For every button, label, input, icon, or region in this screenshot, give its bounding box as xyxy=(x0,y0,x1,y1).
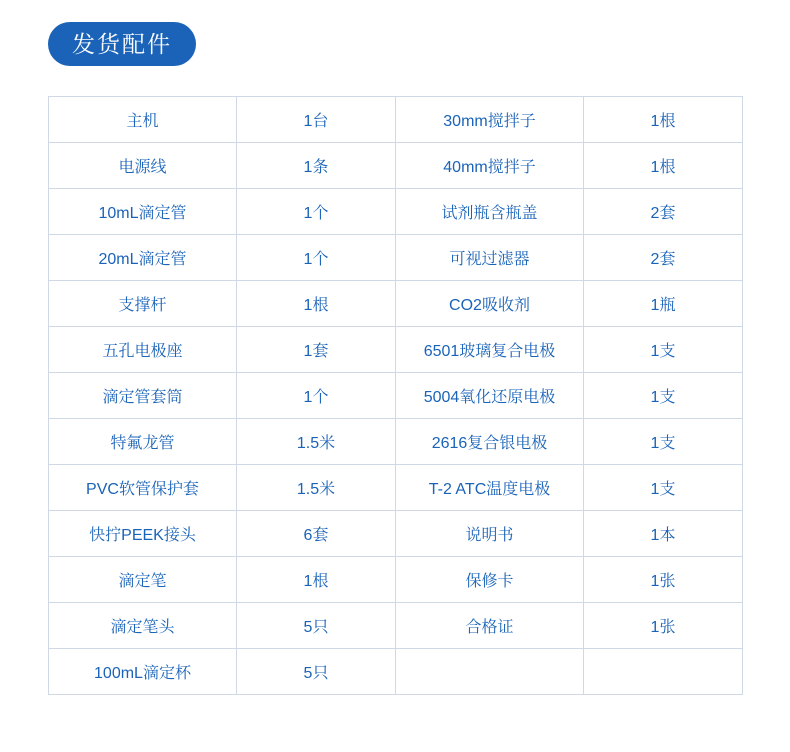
part-name-cell: 支撑杆 xyxy=(49,281,237,327)
part-qty-cell: 1根 xyxy=(584,143,743,189)
part-name-cell: 说明书 xyxy=(396,511,584,557)
section-title-badge xyxy=(48,22,196,66)
part-name-cell: 快拧PEEK接头 xyxy=(49,511,237,557)
part-name-cell: 五孔电极座 xyxy=(49,327,237,373)
table-row xyxy=(49,143,743,189)
part-qty-cell: 1个 xyxy=(237,235,396,281)
part-qty-cell: 1.5米 xyxy=(237,465,396,511)
section-title-label: 发货配件 xyxy=(72,30,172,57)
table-row xyxy=(49,189,743,235)
table-row xyxy=(49,235,743,281)
part-qty-cell: 1支 xyxy=(584,327,743,373)
part-name-cell: 合格证 xyxy=(396,603,584,649)
table-row xyxy=(49,281,743,327)
part-name-cell: 试剂瓶含瓶盖 xyxy=(396,189,584,235)
part-qty-cell: 1套 xyxy=(237,327,396,373)
table-row xyxy=(49,603,743,649)
table-row xyxy=(49,649,743,695)
table-row xyxy=(49,557,743,603)
part-name-cell: 滴定管套筒 xyxy=(49,373,237,419)
part-name-cell: 保修卡 xyxy=(396,557,584,603)
part-qty-cell: 2套 xyxy=(584,235,743,281)
part-name-cell: 特氟龙管 xyxy=(49,419,237,465)
part-qty-cell: 1.5米 xyxy=(237,419,396,465)
part-qty-cell: 1支 xyxy=(584,419,743,465)
accessories-table-body xyxy=(49,97,743,695)
part-qty-cell: 1个 xyxy=(237,373,396,419)
table-row xyxy=(49,327,743,373)
part-name-cell: 滴定笔 xyxy=(49,557,237,603)
part-qty-cell: 1瓶 xyxy=(584,281,743,327)
part-qty-cell xyxy=(584,649,743,695)
accessories-table xyxy=(48,96,743,695)
part-name-cell: CO2吸收剂 xyxy=(396,281,584,327)
part-name-cell: 可视过滤器 xyxy=(396,235,584,281)
table-row xyxy=(49,511,743,557)
part-name-cell: 电源线 xyxy=(49,143,237,189)
part-qty-cell: 1张 xyxy=(584,603,743,649)
part-name-cell: T-2 ATC温度电极 xyxy=(396,465,584,511)
part-qty-cell: 1个 xyxy=(237,189,396,235)
part-qty-cell: 1根 xyxy=(584,97,743,143)
part-name-cell xyxy=(396,649,584,695)
part-name-cell: 5004氧化还原电极 xyxy=(396,373,584,419)
part-name-cell: 20mL滴定管 xyxy=(49,235,237,281)
part-name-cell: 2616复合银电极 xyxy=(396,419,584,465)
part-name-cell: 30mm搅拌子 xyxy=(396,97,584,143)
part-name-cell: 滴定笔头 xyxy=(49,603,237,649)
part-name-cell: 40mm搅拌子 xyxy=(396,143,584,189)
part-qty-cell: 6套 xyxy=(237,511,396,557)
part-qty-cell: 5只 xyxy=(237,649,396,695)
table-row xyxy=(49,373,743,419)
part-qty-cell: 1根 xyxy=(237,281,396,327)
part-name-cell: 主机 xyxy=(49,97,237,143)
part-name-cell: 10mL滴定管 xyxy=(49,189,237,235)
part-qty-cell: 1张 xyxy=(584,557,743,603)
part-qty-cell: 1本 xyxy=(584,511,743,557)
part-qty-cell: 2套 xyxy=(584,189,743,235)
part-name-cell: 6501玻璃复合电极 xyxy=(396,327,584,373)
part-qty-cell: 1支 xyxy=(584,465,743,511)
part-qty-cell: 1支 xyxy=(584,373,743,419)
part-qty-cell: 1台 xyxy=(237,97,396,143)
table-row xyxy=(49,97,743,143)
part-name-cell: 100mL滴定杯 xyxy=(49,649,237,695)
part-name-cell: PVC软管保护套 xyxy=(49,465,237,511)
part-qty-cell: 5只 xyxy=(237,603,396,649)
accessories-table-wrapper xyxy=(48,96,742,695)
part-qty-cell: 1条 xyxy=(237,143,396,189)
table-row xyxy=(49,465,743,511)
part-qty-cell: 1根 xyxy=(237,557,396,603)
table-row xyxy=(49,419,743,465)
